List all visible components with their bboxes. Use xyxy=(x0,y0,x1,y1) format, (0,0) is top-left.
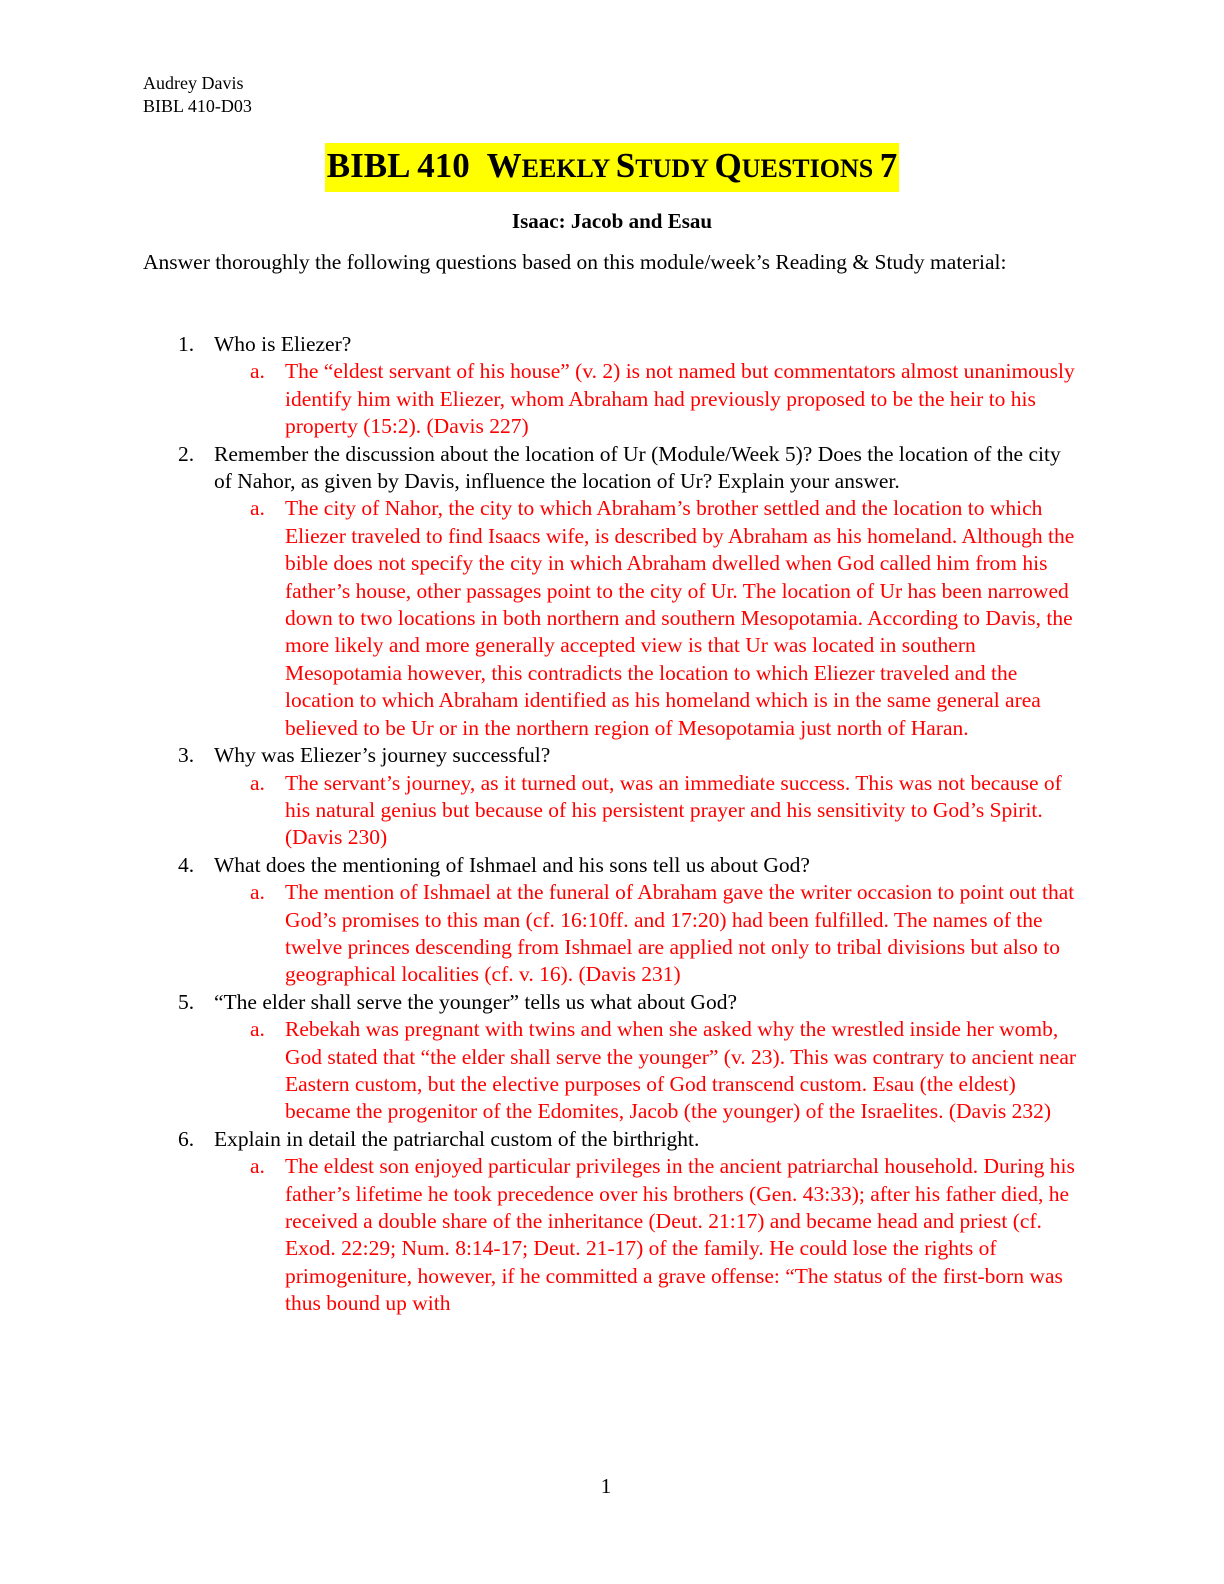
question-text: What does the mentioning of Ishmael and his sons tell us about God? xyxy=(214,852,810,877)
question-text: Explain in detail the patriarchal custom of the birthright. xyxy=(214,1126,700,1151)
answer-text: Rebekah was pregnant with twins and when she asked why the wrestled inside her womb, God stated that “the elder shall serve the younger” (v. 23). This was contrary to ancient near Eastern custom, but the elective purposes of God transcend custom. Esau (the eldest) became the progenitor of the Edomites, Jacob (the younger) of the Israelites. (Davis 232) xyxy=(285,1017,1077,1124)
title-s-small: TUDY xyxy=(635,154,715,183)
title-w-big: W xyxy=(486,146,522,185)
answer-letter: a. xyxy=(250,496,265,521)
answer-item xyxy=(214,1016,1083,1126)
answer-item xyxy=(214,770,1083,852)
question-item xyxy=(143,989,1083,1126)
answer-item xyxy=(214,495,1083,742)
question-list xyxy=(143,331,1083,1318)
answer-letter: a. xyxy=(250,359,265,384)
answer-text: The mention of Ishmael at the funeral of Abraham gave the writer occasion to point out that God’s promises to this man (cf. 16:10ff. and 17:20) had been fulfilled. The names of the twelve princes descending from Ishmael are applied not only to tribal divisions but also to geographical localities (cf. v. 16). (Davis 231) xyxy=(285,880,1075,987)
answer-item xyxy=(214,1153,1083,1317)
document-title xyxy=(325,143,899,192)
course-code: BIBL 410-D03 xyxy=(143,96,252,116)
answer-item xyxy=(214,879,1083,989)
title-q-small: UESTIONS xyxy=(741,154,880,183)
document-header xyxy=(143,72,252,118)
answer-letter: a. xyxy=(250,1154,265,1179)
question-number: 5. xyxy=(178,989,195,1014)
answer-letter: a. xyxy=(250,1017,265,1042)
answer-text: The “eldest servant of his house” (v. 2) is not named but commentators almost unanimously identify him with Eliezer, whom Abraham had previously proposed to be the heir to his property (15:2). (Davis 227) xyxy=(285,359,1075,439)
title-container xyxy=(0,143,1224,192)
question-text: “The elder shall serve the younger” tells us what about God? xyxy=(214,989,737,1014)
intro-paragraph: Answer thoroughly the following questions based on this module/week’s Reading & Study material: xyxy=(143,250,1007,274)
answer-letter: a. xyxy=(250,770,265,795)
question-item xyxy=(143,331,1083,441)
title-w-small: EEKLY xyxy=(521,154,616,183)
title-number: 7 xyxy=(879,146,898,185)
document-subtitle: Isaac: Jacob and Esau xyxy=(511,209,713,233)
question-text: Who is Eliezer? xyxy=(214,332,352,356)
question-item xyxy=(143,1126,1083,1318)
question-item xyxy=(143,742,1083,852)
question-text: Why was Eliezer’s journey successful? xyxy=(214,743,551,768)
title-s-big: S xyxy=(615,146,636,185)
question-number: 2. xyxy=(178,441,195,466)
question-item xyxy=(143,441,1083,742)
title-prefix: BIBL 410 xyxy=(326,146,487,185)
answer-text: The city of Nahor, the city to which Abraham’s brother settled and the location to which Eliezer traveled to find Isaacs wife, is described by Abraham as his homeland. Although the bible does not specify the city in which Abraham dwelled when God called him from his father’s house, other passages point to the city of Ur. The location of Ur has been narrowed down to two locations in both northern and southern Mesopotamia. According to Davis, the more likely and more generally accepted view is that Ur was located in southern Mesopotamia however, this contradicts the location to which Eliezer traveled and the location to which Abraham identified as his homeland which is in the same general area believed to be Ur or in the northern region of Mesopotamia just north of Haran. xyxy=(285,496,1075,740)
title-q-big: Q xyxy=(714,146,742,185)
question-text: Remember the discussion about the location of Ur (Module/Week 5)? Does the location of the city of Nahor, as given by Davis, influence the location of Ur? Explain your answer. xyxy=(214,441,1061,494)
answer-letter: a. xyxy=(250,880,265,905)
question-item xyxy=(143,852,1083,989)
question-number: 3. xyxy=(178,743,195,768)
question-number: 1. xyxy=(178,332,195,356)
question-number: 4. xyxy=(178,852,195,877)
answer-item xyxy=(214,358,1083,440)
answer-text: The eldest son enjoyed particular privileges in the ancient patriarchal household. During his father’s lifetime he took precedence over his brothers (Gen. 43:33); after his father died, he received a double share of the inheritance (Deut. 21:17) and became head and priest (cf. Exod. 22:29; Num. 8:14-17; Deut. 21-17) of the family. He could lose the rights of primogeniture, however, if he committed a grave offense: “The status of the first-born was thus bound up with xyxy=(285,1154,1075,1316)
answer-text: The servant’s journey, as it turned out, was an immediate success. This was not because of his natural genius but because of his persistent prayer and his sensitivity to God’s Spirit. (Davis 230) xyxy=(285,770,1062,850)
question-number: 6. xyxy=(178,1126,195,1151)
page-number: 1 xyxy=(600,1474,612,1498)
author-name: Audrey Davis xyxy=(143,73,244,93)
